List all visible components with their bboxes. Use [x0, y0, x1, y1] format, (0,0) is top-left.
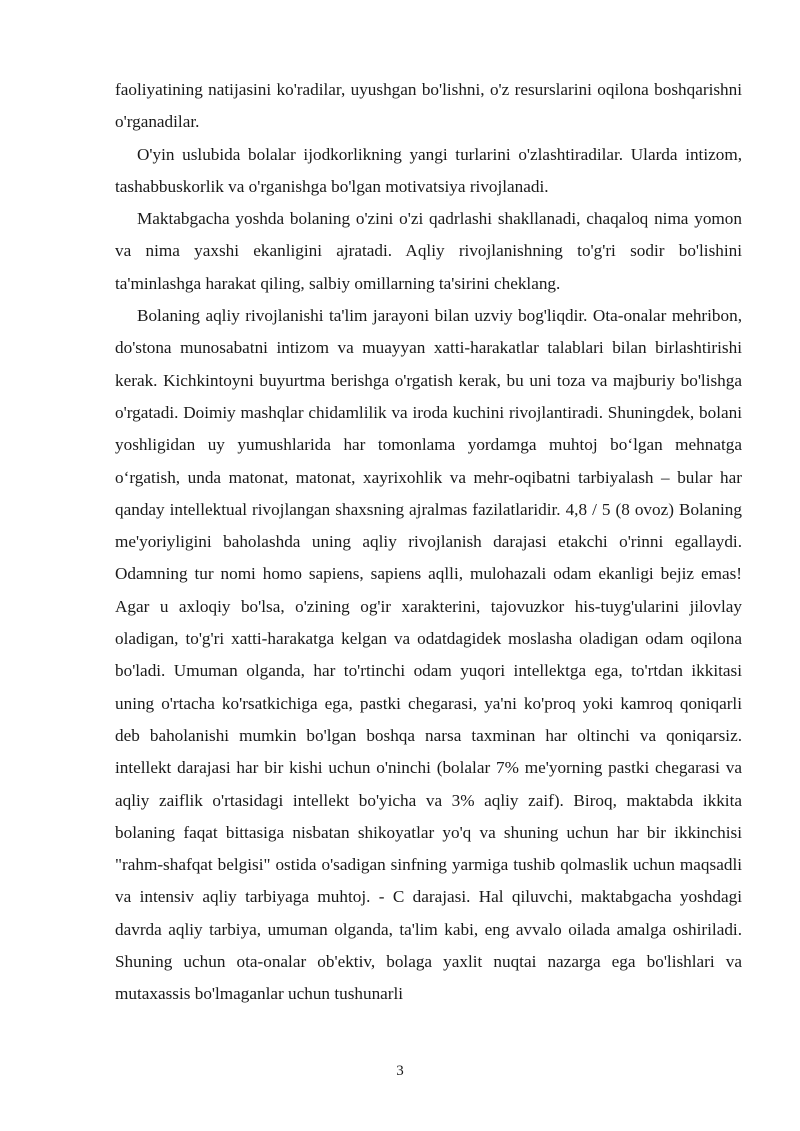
paragraph: O'yin uslubida bolalar ijodkorlikning yangi turlarini o'zlashtiradilar. Ularda intizom, tashabbuskorlik va o'rganishga bo'lgan motivatsiya rivojlanadi. [115, 144, 742, 196]
page-body [115, 74, 742, 1011]
page-number: 3 [396, 1063, 404, 1079]
paragraph: Maktabgacha yoshda bolaning o'zini o'zi qadrlashi shakllanadi, chaqaloq nima yomon va nima yaxshi ekanligini ajratadi. Aqliy rivojlanishning to'g'ri sodir bo'lishini ta'minlashga harakat qiling, salbiy omillarning ta'sirini cheklang. [115, 209, 742, 293]
paragraph-continuation: faoliyatining natijasini ko'radilar, uyushgan bo'lishni, o'z resurslarini oqilona boshqarishni o'rganadilar. [115, 80, 742, 132]
paragraph: Bolaning aqliy rivojlanishi ta'lim jarayoni bilan uzviy bog'liqdir. Ota-onalar mehribon, do'stona munosabatni intizom va muayyan xatti-harakatlar talablari bilan birlashtirishi kerak. Kichkintoyni buyurtma berishga o'rgatish kerak, bu uni toza va majburiy bo'lishga o'rgatadi. Doimiy mashqlar chidamlilik va iroda kuchini rivojlantiradi. Shuningdek, bolani yoshligidan uy yumushlarida har tomonlama yordamga muhtoj bo‘lgan mehnatga o‘rgatish, unda matonat, matonat, xayrixohlik va mehr-oqibatni tarbiyalash – bular har qanday intellektual rivojlangan shaxsning ajralmas fazilatlaridir. 4,8 / 5 (8 ovoz) Bolaning me'yoriyligini baholashda uning aqliy rivojlanish darajasi etakchi o'rinni egallaydi. Odamning tur nomi homo sapiens, sapiens aqlli, mulohazali odam ekanligi bejiz emas! Agar u axloqiy bo'lsa, o'zining og'ir xarakterini, tajovuzkor his-tuyg'ularini jilovlay oladigan, to'g'ri xatti-harakatga kelgan va odatdagidek moslasha oladigan odam oqilona bo'ladi. Umuman olganda, har to'rtinchi odam yuqori intellektga ega, to'rtdan ikkitasi uning o'rtacha ko'rsatkichiga ega, pastki chegarasi, ya'ni ko'proq yoki kamroq qoniqarli deb baholanishi mumkin bo'lgan boshqa narsa taxminan har oltinchi va qoniqarsiz. intellekt darajasi har bir kishi uchun o'ninchi (bolalar 7% me'yorning pastki chegarasi va aqliy zaiflik o'rtasidagi intellekt bo'yicha va 3% aqliy zaif). Biroq, maktabda ikkita bolaning faqat bittasiga nisbatan shikoyatlar yo'q va shuning uchun har bir ikkinchisi "rahm-shafqat belgisi" ostida o'sadigan sinfning yarmiga tushib qolmaslik uchun maqsadli va intensiv aqliy tarbiyaga muhtoj. - C darajasi. Hal qiluvchi, maktabgacha yoshdagi davrda aqliy tarbiya, umuman olganda, ta'lim kabi, eng avvalo oilada amalga oshiriladi. Shuning uchun ota-onalar ob'ektiv, bolaga yaxlit nuqtai nazarga ega bo'lishlari va mutaxassis bo'lmaganlar uchun tushunarli [115, 306, 742, 1004]
